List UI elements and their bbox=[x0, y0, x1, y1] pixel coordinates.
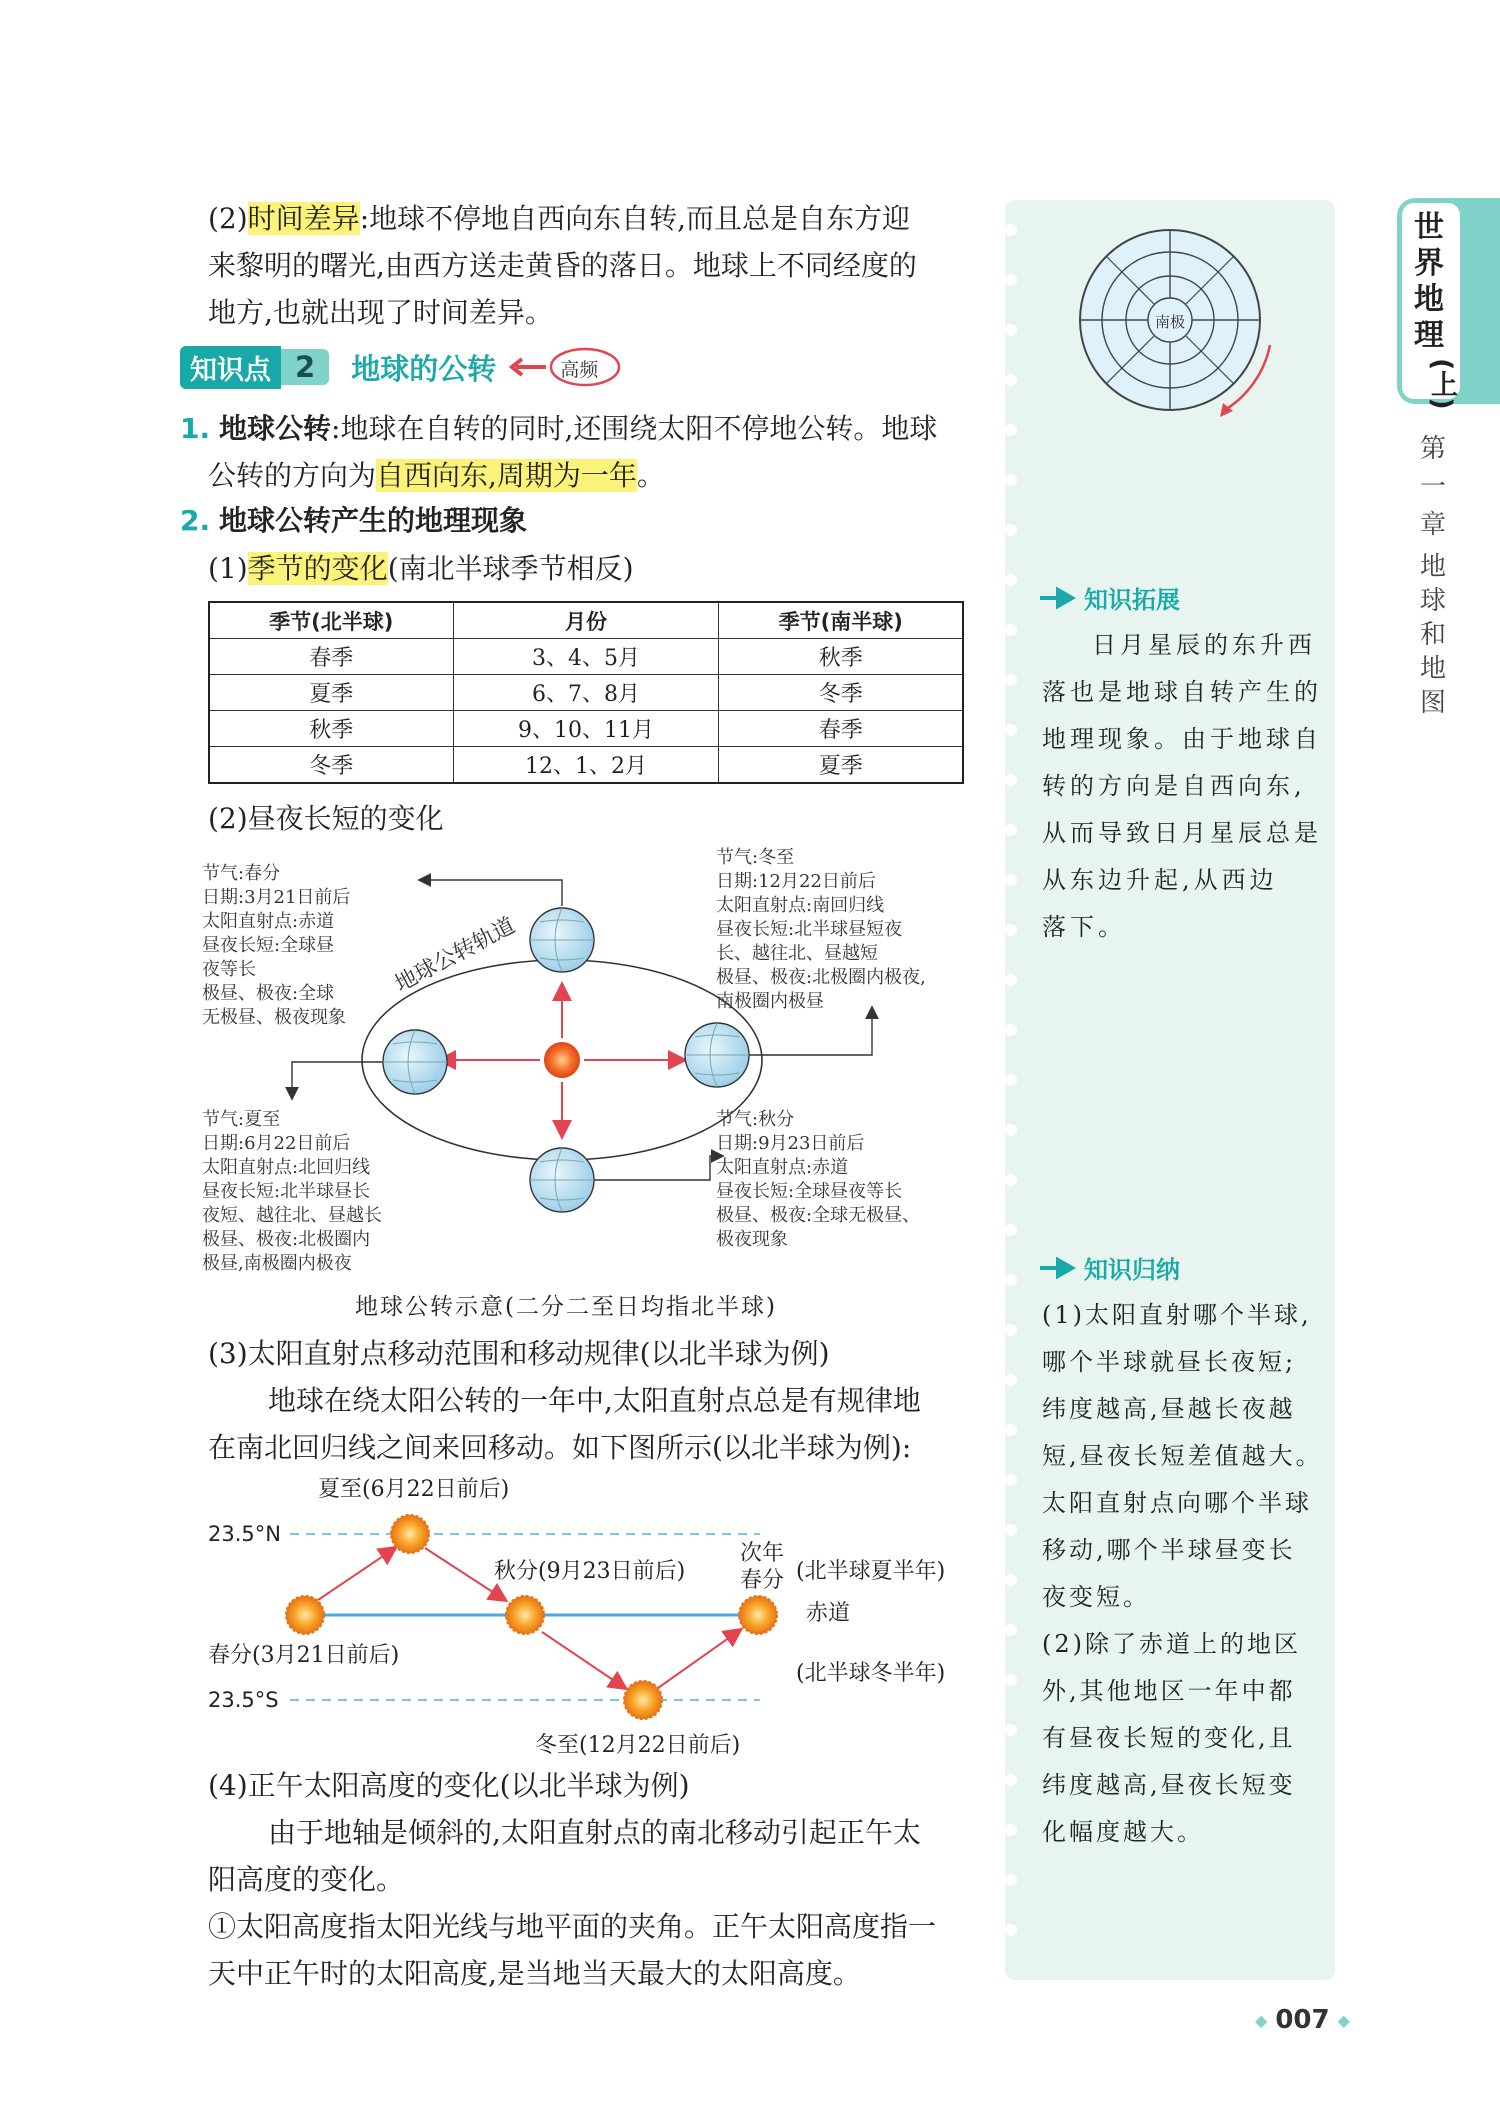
diamond-icon: ◆ bbox=[1337, 2010, 1350, 2030]
sun-icon bbox=[739, 1596, 777, 1634]
arrow-left-icon bbox=[508, 355, 548, 379]
callout-line: 昼夜长短:北半球昼短夜 bbox=[716, 919, 903, 940]
sidebar-extension-text bbox=[1042, 622, 1332, 951]
globe-icon bbox=[685, 1023, 749, 1087]
text: 纬度越高,昼越长夜越 bbox=[1042, 1395, 1296, 1423]
kp-label: 知识点 bbox=[180, 346, 281, 389]
page-number bbox=[1255, 2005, 1350, 2035]
callout-line: 极昼、极夜:全球 bbox=[202, 983, 335, 1004]
text: 来黎明的曙光,由西方送走黄昏的落日。地球上不同经度的 bbox=[208, 249, 917, 282]
table-cell: 6、7、8月 bbox=[453, 675, 719, 711]
sidebar-heading: 知识归纳 bbox=[1084, 1256, 1180, 1284]
text: 落也是地球自转产生的 bbox=[1042, 678, 1322, 706]
tab-volume: (上) bbox=[1426, 358, 1457, 410]
sub-daylength: (2)昼夜长短的变化 bbox=[208, 802, 444, 835]
item-number: 2. bbox=[180, 504, 211, 537]
text: (南北半球季节相反) bbox=[387, 552, 634, 585]
polar-label: 南极 bbox=[1154, 313, 1186, 331]
table-cell: 夏季 bbox=[209, 675, 453, 711]
table-row bbox=[209, 711, 963, 747]
text: 夜变短。 bbox=[1042, 1583, 1150, 1611]
kp-number: 2 bbox=[281, 349, 329, 385]
callout-line: 极夜现象 bbox=[716, 1229, 788, 1250]
label-summer-half: (北半球夏半年) bbox=[796, 1559, 946, 1584]
table-cell: 12、1、2月 bbox=[453, 747, 719, 784]
text: 短,昼夜长短差值越大。 bbox=[1042, 1442, 1323, 1470]
diamond-icon: ◆ bbox=[1255, 2010, 1268, 2030]
sun-icon bbox=[286, 1596, 324, 1634]
table-header: 月份 bbox=[453, 602, 719, 639]
table-cell: 3、4、5月 bbox=[453, 639, 719, 675]
sidebar-heading-extension bbox=[1038, 580, 1180, 615]
text: 公转的方向为 bbox=[208, 459, 377, 492]
table-cell: 秋季 bbox=[209, 711, 453, 747]
page-number-text: 007 bbox=[1275, 2005, 1330, 2035]
callout-line: 无极昼、极夜现象 bbox=[202, 1007, 346, 1028]
text: 化幅度越大。 bbox=[1042, 1818, 1204, 1846]
table-cell: 春季 bbox=[209, 639, 453, 675]
text: 移动,哪个半球昼变长 bbox=[1042, 1536, 1296, 1564]
text: 阳高度的变化。 bbox=[208, 1863, 405, 1896]
subheading: (4)正午太阳高度的变化(以北半球为例) bbox=[208, 1769, 690, 1802]
callout-line: 节气:春分 bbox=[202, 863, 281, 884]
paragraph-time-difference bbox=[208, 195, 988, 336]
callout-autumn-equinox bbox=[716, 1108, 920, 1252]
tab-chapter: 第一章 bbox=[1420, 434, 1447, 540]
callout-line: 南极圈内极昼 bbox=[716, 991, 824, 1012]
sun-icon bbox=[545, 1043, 579, 1077]
sidebar-summary-text bbox=[1042, 1292, 1332, 1856]
sidebar-heading-summary bbox=[1038, 1250, 1180, 1285]
table-cell: 9、10、11月 bbox=[453, 711, 719, 747]
orbit-label: 地球公转轨道 bbox=[391, 913, 520, 998]
label-23-5-s: 23.5°S bbox=[208, 1688, 279, 1712]
text: (1)太阳直射哪个半球, bbox=[1042, 1301, 1312, 1329]
text: 天中正午时的太阳高度,是当地当天最大的太阳高度。 bbox=[208, 1957, 861, 1990]
table-header: 季节(南半球) bbox=[719, 602, 963, 639]
tag-text: 高频 bbox=[560, 359, 599, 381]
callout-line: 日期:3月21日前后 bbox=[202, 887, 351, 908]
table-row bbox=[209, 639, 963, 675]
tab-book-title: 世界地理 bbox=[1414, 210, 1444, 353]
pencil-arrow-icon bbox=[1038, 586, 1078, 610]
text: 哪个半球就昼长夜短; bbox=[1042, 1348, 1297, 1376]
knowledge-point-header bbox=[180, 345, 622, 389]
text: 落下。 bbox=[1042, 913, 1126, 941]
callout-line: 太阳直射点:赤道 bbox=[202, 911, 335, 932]
text: (1) bbox=[208, 552, 248, 585]
frequency-tag bbox=[548, 345, 622, 389]
item-phenomena bbox=[180, 497, 527, 544]
callout-line: 夜等长 bbox=[202, 959, 256, 980]
callout-line: 极昼、极夜:北极圈内 bbox=[202, 1229, 371, 1250]
globe-icon bbox=[530, 1148, 594, 1212]
callout-line: 昼夜长短:北半球昼长 bbox=[202, 1181, 371, 1202]
callout-line: 太阳直射点:赤道 bbox=[716, 1157, 849, 1178]
text: :地球在自转的同时,还围绕太阳不停地公转。地球 bbox=[331, 412, 938, 445]
callout-line: 长、越往北、昼越短 bbox=[716, 943, 878, 964]
text: 太阳直射点向哪个半球 bbox=[1042, 1489, 1312, 1517]
item-heading: 地球公转产生的地理现象 bbox=[219, 504, 528, 537]
globe-icon bbox=[383, 1030, 447, 1094]
callout-line: 节气:秋分 bbox=[716, 1109, 795, 1130]
sub-noon-altitude bbox=[208, 1762, 998, 1997]
table-cell: 冬季 bbox=[209, 747, 453, 784]
label-winter-half: (北半球冬半年) bbox=[796, 1661, 946, 1686]
text: 外,其他地区一年中都 bbox=[1042, 1677, 1296, 1705]
label-spring-equinox: 春分(3月21日前后) bbox=[208, 1643, 400, 1668]
text: 地球在绕太阳公转的一年中,太阳直射点总是有规律地 bbox=[268, 1384, 921, 1417]
table-cell: 春季 bbox=[719, 711, 963, 747]
callout-line: 节气:冬至 bbox=[716, 847, 795, 868]
callout-line: 日期:6月22日前后 bbox=[202, 1133, 351, 1154]
text: 从东边升起,从西边 bbox=[1042, 866, 1278, 894]
sidebar-heading: 知识拓展 bbox=[1084, 586, 1180, 614]
table-cell: 冬季 bbox=[719, 675, 963, 711]
table-row bbox=[209, 747, 963, 784]
sun-path-diagram bbox=[200, 1470, 1000, 1770]
text: 纬度越高,昼夜长短变 bbox=[1042, 1771, 1296, 1799]
callout-line: 太阳直射点:北回归线 bbox=[202, 1157, 371, 1178]
text: 转的方向是自西向东, bbox=[1042, 772, 1306, 800]
callout-line: 昼夜长短:全球昼夜等长 bbox=[716, 1181, 903, 1202]
item-number: 1. bbox=[180, 412, 211, 445]
highlight-term: 季节的变化 bbox=[247, 552, 388, 585]
text: 日月星辰的东升西 bbox=[1092, 631, 1316, 659]
callout-line: 太阳直射点:南回归线 bbox=[716, 895, 885, 916]
table-cell: 秋季 bbox=[719, 639, 963, 675]
tab-chapter-name: 地球和地图 bbox=[1420, 552, 1447, 718]
subheading: (3)太阳直射点移动范围和移动规律(以北半球为例) bbox=[208, 1337, 830, 1370]
text: (2) bbox=[208, 202, 248, 235]
table-header-row bbox=[209, 602, 963, 639]
callout-summer-solstice bbox=[202, 1108, 382, 1276]
text: :地球不停地自西向东自转,而且总是自东方迎 bbox=[359, 202, 911, 235]
globe-icon bbox=[530, 908, 594, 972]
label-next-year: 次年 bbox=[740, 1541, 785, 1566]
sub-season bbox=[208, 545, 634, 592]
callout-line: 极昼,南极圈内极夜 bbox=[202, 1253, 352, 1274]
highlight-term: 自西向东,周期为一年 bbox=[376, 459, 637, 492]
callout-line: 夜短、越往北、昼越长 bbox=[202, 1205, 382, 1226]
callout-line: 极昼、极夜:北极圈内极夜, bbox=[716, 967, 926, 988]
label-equator: 赤道 bbox=[806, 1601, 851, 1626]
sub-direct-point bbox=[208, 1330, 998, 1471]
callout-line: 昼夜长短:全球昼 bbox=[202, 935, 335, 956]
table-cell: 夏季 bbox=[719, 747, 963, 784]
table-row bbox=[209, 675, 963, 711]
sun-icon bbox=[624, 1681, 662, 1719]
text: 。 bbox=[636, 459, 665, 492]
label-next-spring: 春分 bbox=[740, 1568, 785, 1593]
label-autumn-equinox: 秋分(9月23日前后) bbox=[494, 1559, 686, 1584]
callout-winter-solstice bbox=[716, 846, 926, 1014]
pencil-arrow-icon bbox=[1038, 1256, 1078, 1280]
item-revolution bbox=[180, 405, 980, 499]
highlight-term: 时间差异 bbox=[247, 202, 360, 235]
text: 地理现象。由于地球自 bbox=[1042, 725, 1322, 753]
label-summer-solstice: 夏至(6月22日前后) bbox=[318, 1477, 510, 1502]
table-header: 季节(北半球) bbox=[209, 602, 453, 639]
item-heading: 地球公转 bbox=[219, 412, 332, 445]
text: 在南北回归线之间来回移动。如下图所示(以北半球为例): bbox=[208, 1431, 912, 1464]
text: 由于地轴是倾斜的,太阳直射点的南北移动引起正午太 bbox=[268, 1816, 921, 1849]
callout-line: 日期:12月22日前后 bbox=[716, 871, 876, 892]
callout-line: 节气:夏至 bbox=[202, 1109, 281, 1130]
season-table bbox=[208, 601, 964, 784]
callout-spring-equinox bbox=[202, 862, 350, 1030]
label-winter-solstice: 冬至(12月22日前后) bbox=[535, 1733, 741, 1758]
text: 从而导致日月星辰总是 bbox=[1042, 819, 1322, 847]
spiral-binding bbox=[1000, 220, 1022, 1980]
diagram-caption: 地球公转示意(二分二至日均指北半球) bbox=[355, 1294, 777, 1320]
callout-line: 日期:9月23日前后 bbox=[716, 1133, 865, 1154]
text: (2)除了赤道上的地区 bbox=[1042, 1630, 1301, 1658]
callout-line: 极昼、极夜:全球无极昼、 bbox=[716, 1205, 921, 1226]
label-23-5-n: 23.5°N bbox=[208, 1522, 281, 1546]
text: 有昼夜长短的变化,且 bbox=[1042, 1724, 1296, 1752]
text: 地方,也就出现了时间差异。 bbox=[208, 296, 553, 329]
sun-icon bbox=[391, 1515, 429, 1553]
kp-title: 地球的公转 bbox=[351, 351, 497, 386]
sun-icon bbox=[506, 1596, 544, 1634]
polar-view-diagram bbox=[1075, 225, 1290, 430]
text: ①太阳高度指太阳光线与地平面的夹角。正午太阳高度指一 bbox=[208, 1910, 937, 1943]
